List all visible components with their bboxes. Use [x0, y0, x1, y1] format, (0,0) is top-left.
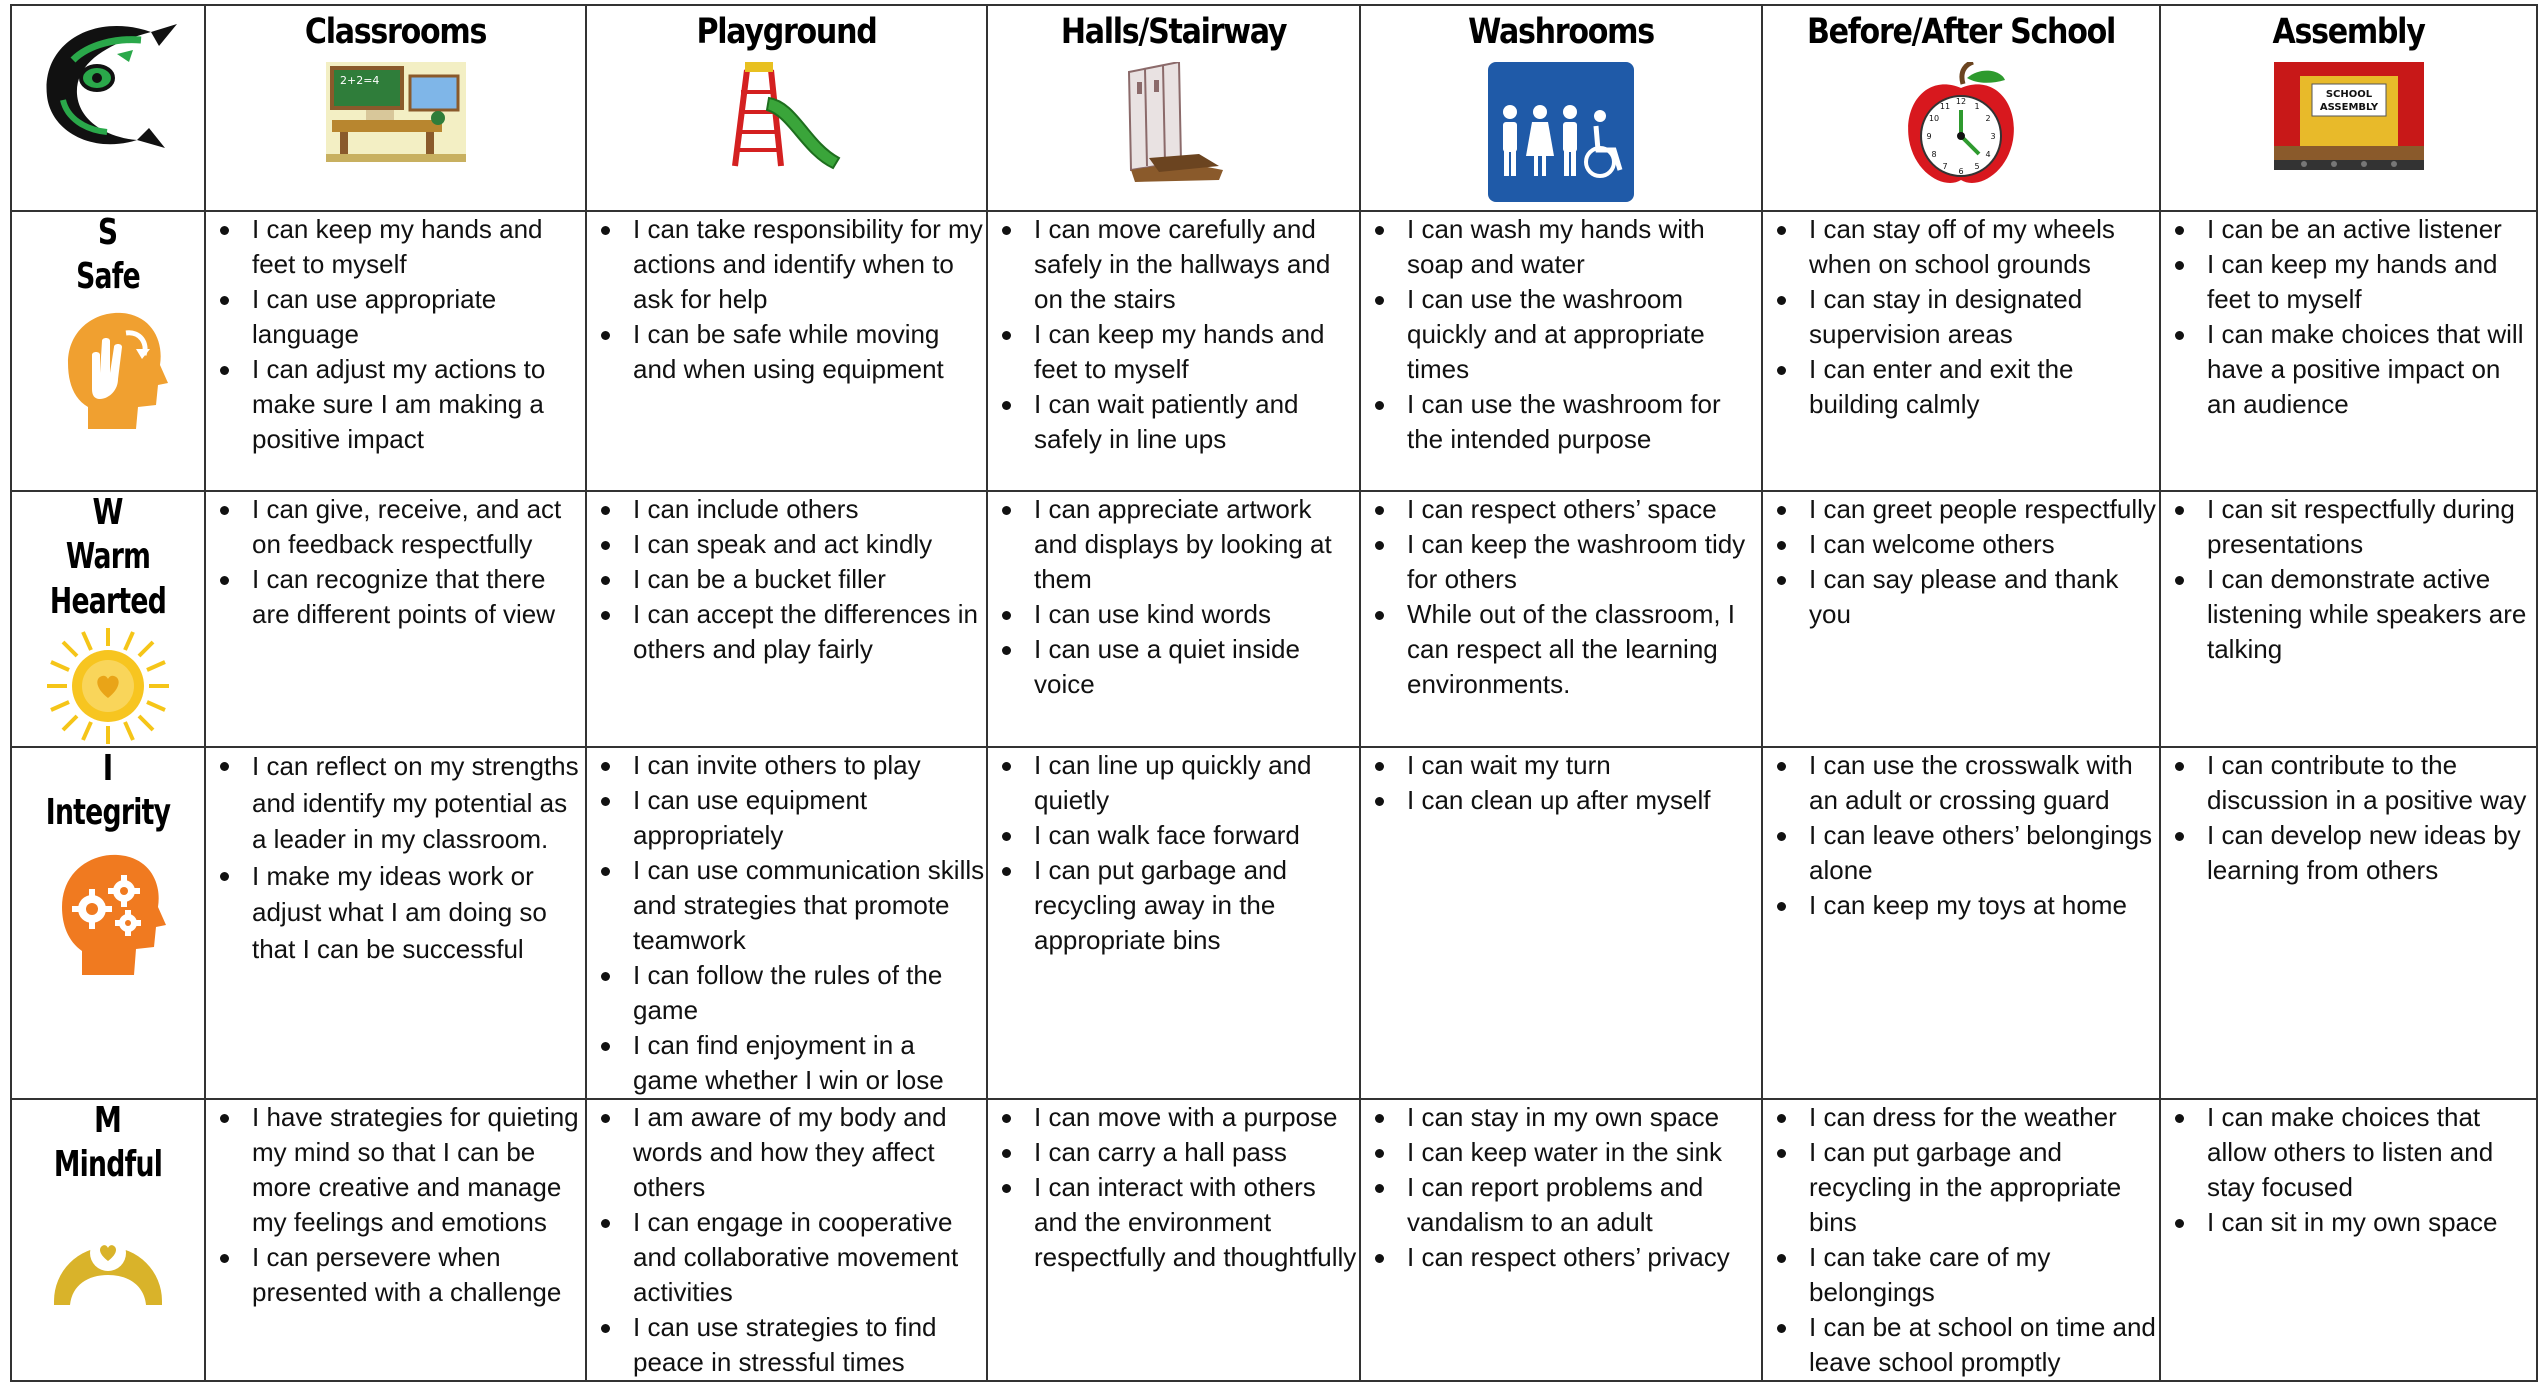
row-header-safe: [11, 211, 205, 491]
list-item: I can use the washroom for the intended purpose: [1361, 387, 1761, 457]
column-title: Halls/Stairway: [1060, 12, 1287, 52]
column-header-before-after-school: [1762, 5, 2160, 211]
clock-numeral: 3: [1990, 132, 1996, 141]
list-item: I can put garbage and recycling in the appropriate bins: [1763, 1135, 2159, 1240]
list-item: I can dress for the weather: [1763, 1100, 2159, 1135]
assembly-sign-line-1: SCHOOL: [2325, 89, 2372, 100]
cell-safe-before-after: [1762, 211, 2160, 491]
behaviour-list: [1763, 748, 2159, 923]
clock-numeral: 1: [1974, 102, 1980, 111]
cell-integrity-halls: [987, 747, 1360, 1099]
list-item: I can invite others to play: [587, 748, 986, 783]
sun-heart-icon: [43, 626, 173, 746]
list-item: I can keep water in the sink: [1361, 1135, 1761, 1170]
row-letter: W: [92, 492, 124, 533]
list-item: I can say please and thank you: [1763, 562, 2159, 632]
list-item: I can be safe while moving and when using equipment: [587, 317, 986, 387]
list-item: I can use the crosswalk with an adult or crossing guard: [1763, 748, 2159, 818]
cell-mindful-before-after: [1762, 1099, 2160, 1381]
behaviour-list: [1763, 1100, 2159, 1380]
behaviour-list: [2161, 492, 2536, 667]
list-item: I can carry a hall pass: [988, 1135, 1359, 1170]
classroom-desk-chalkboard-icon: [326, 62, 466, 162]
list-item: I can include others: [587, 492, 986, 527]
cell-warm-assembly: [2160, 491, 2537, 747]
list-item: I can use kind words: [988, 597, 1359, 632]
behaviour-list: [2161, 748, 2536, 888]
clock-numeral: 10: [1928, 114, 1940, 123]
matrix-row-mindful: [11, 1099, 2537, 1381]
column-header-assembly: [2160, 5, 2537, 211]
list-item: I can keep the washroom tidy for others: [1361, 527, 1761, 597]
cell-warm-classrooms: [205, 491, 586, 747]
row-word: Warm: [65, 536, 151, 577]
list-item: I can give, receive, and act on feedback respectfully: [206, 492, 585, 562]
cell-safe-classrooms: [205, 211, 586, 491]
row-letter: M: [94, 1100, 122, 1141]
list-item: I can enter and exit the building calmly: [1763, 352, 2159, 422]
clock-numeral: 9: [1926, 132, 1932, 141]
list-item: I can adjust my actions to make sure I am making a positive impact: [206, 352, 585, 457]
list-item: I can keep my hands and feet to myself: [206, 212, 585, 282]
washroom-sign-icon: [1488, 62, 1634, 202]
list-item: I can keep my hands and feet to myself: [988, 317, 1359, 387]
column-header-washrooms: [1360, 5, 1762, 211]
list-item: I can line up quickly and quietly: [988, 748, 1359, 818]
behaviour-list: [2161, 1100, 2536, 1240]
list-item: I can put garbage and recycling away in the appropriate bins: [988, 853, 1359, 958]
list-item: I can wash my hands with soap and water: [1361, 212, 1761, 282]
apple-clock-icon: [1901, 62, 2021, 192]
behaviour-list: [206, 492, 585, 632]
cell-mindful-halls: [987, 1099, 1360, 1381]
list-item: I can use a quiet inside voice: [988, 632, 1359, 702]
list-item: I can respect others’ privacy: [1361, 1240, 1761, 1275]
list-item: I can reflect on my strengths and identify my potential as a leader in my classroom.: [206, 748, 585, 858]
cell-warm-playground: [586, 491, 987, 747]
cell-safe-halls: [987, 211, 1360, 491]
head-hand-gesture-icon: [48, 307, 168, 429]
list-item: I can report problems and vandalism to an adult: [1361, 1170, 1761, 1240]
list-item: I can use the washroom quickly and at appropriate times: [1361, 282, 1761, 387]
list-item: I can sit in my own space: [2161, 1205, 2536, 1240]
list-item: I can take care of my belongings: [1763, 1240, 2159, 1310]
cell-integrity-before-after: [1762, 747, 2160, 1099]
cell-mindful-washrooms: [1360, 1099, 1762, 1381]
column-title: Playground: [696, 12, 877, 52]
clock-numeral: 7: [1942, 162, 1948, 171]
row-header-integrity: [11, 747, 205, 1099]
behaviour-list: [587, 748, 986, 1098]
cell-integrity-washrooms: [1360, 747, 1762, 1099]
list-item: I can welcome others: [1763, 527, 2159, 562]
cell-integrity-assembly: [2160, 747, 2537, 1099]
list-item: I can appreciate artwork and displays by looking at them: [988, 492, 1359, 597]
clock-numeral: 11: [1939, 102, 1951, 111]
list-item: I can wait my turn: [1361, 748, 1761, 783]
mindful-head-heart-icon: [48, 1205, 168, 1305]
behaviour-list: [206, 212, 585, 457]
list-item: I can speak and act kindly: [587, 527, 986, 562]
cell-mindful-classrooms: [205, 1099, 586, 1381]
list-item: I can recognize that there are different points of view: [206, 562, 585, 632]
list-item: I can move with a purpose: [988, 1100, 1359, 1135]
behaviour-list: [1763, 492, 2159, 632]
list-item: I can make choices that allow others to listen and stay focused: [2161, 1100, 2536, 1205]
list-item: I am aware of my body and words and how they affect others: [587, 1100, 986, 1205]
playground-slide-icon: [727, 62, 847, 172]
cell-warm-before-after: [1762, 491, 2160, 747]
column-title: Washrooms: [1468, 12, 1654, 52]
behaviour-list: [587, 492, 986, 667]
head-gears-icon: [48, 849, 168, 975]
behaviour-list: [206, 748, 585, 967]
column-header-halls: [987, 5, 1360, 211]
list-item: I can sit respectfully during presentations: [2161, 492, 2536, 562]
cell-safe-washrooms: [1360, 211, 1762, 491]
clock-numeral: 5: [1974, 162, 1980, 171]
list-item: I can use appropriate language: [206, 282, 585, 352]
behaviour-list: [988, 748, 1359, 958]
list-item: I can walk face forward: [988, 818, 1359, 853]
chalkboard-text: 2+2=4: [339, 74, 379, 87]
row-letter: I: [102, 748, 114, 789]
row-header-warm-hearted: [11, 491, 205, 747]
list-item: I can demonstrate active listening while speakers are talking: [2161, 562, 2536, 667]
stage-assembly-icon: [2274, 62, 2424, 172]
column-header-classrooms: [205, 5, 586, 211]
list-item: I can accept the differences in others and play fairly: [587, 597, 986, 667]
lockers-hallway-icon: [1119, 62, 1229, 182]
header-row: [11, 5, 2537, 211]
list-item: I can keep my toys at home: [1763, 888, 2159, 923]
corner-logo-cell: [11, 5, 205, 211]
row-word: Mindful: [53, 1144, 163, 1185]
behaviour-list: [988, 1100, 1359, 1275]
list-item: I can keep my hands and feet to myself: [2161, 247, 2536, 317]
behaviour-list: [988, 212, 1359, 457]
list-item: I can respect others’ space: [1361, 492, 1761, 527]
behaviour-list: [587, 1100, 986, 1380]
list-item: I can move carefully and safely in the hallways and on the stairs: [988, 212, 1359, 317]
list-item: I can greet people respectfully: [1763, 492, 2159, 527]
cell-mindful-playground: [586, 1099, 987, 1381]
clock-numeral: 6: [1958, 167, 1964, 176]
row-letter: S: [97, 212, 119, 253]
behaviour-list: [2161, 212, 2536, 422]
behaviour-list: [988, 492, 1359, 702]
column-title: Assembly: [2272, 12, 2425, 52]
cell-warm-halls: [987, 491, 1360, 747]
list-item: I can make choices that will have a positive impact on an audience: [2161, 317, 2536, 422]
list-item: I can use communication skills and strategies that promote teamwork: [587, 853, 986, 958]
list-item: I can persevere when presented with a challenge: [206, 1240, 585, 1310]
list-item: I have strategies for quieting my mind so that I can be more creative and manage my feelings and emotions: [206, 1100, 585, 1240]
behaviour-list: [1763, 212, 2159, 422]
behaviour-list: [1361, 212, 1761, 457]
matrix-row-safe: [11, 211, 2537, 491]
cell-integrity-playground: [586, 747, 987, 1099]
behaviour-list: [587, 212, 986, 387]
assembly-sign-line-2: ASSEMBLY: [2319, 102, 2378, 113]
row-word: Integrity: [45, 792, 171, 833]
cell-integrity-classrooms: [205, 747, 586, 1099]
matrix-row-integrity: [11, 747, 2537, 1099]
clock-numeral: 2: [1985, 114, 1991, 123]
matrix-row-warm-hearted: [11, 491, 2537, 747]
column-header-playground: [586, 5, 987, 211]
clock-numeral: 8: [1931, 150, 1937, 159]
list-item: I make my ideas work or adjust what I am doing so that I can be successful: [206, 858, 585, 968]
column-title: Before/After School: [1806, 12, 2116, 52]
row-header-mindful: [11, 1099, 205, 1381]
list-item: While out of the classroom, I can respect all the learning environments.: [1361, 597, 1761, 702]
column-title: Classrooms: [304, 12, 487, 52]
list-item: I can be an active listener: [2161, 212, 2536, 247]
list-item: I can be a bucket filler: [587, 562, 986, 597]
list-item: I can engage in cooperative and collaborative movement activities: [587, 1205, 986, 1310]
behaviour-matrix-table: [10, 4, 2538, 1382]
list-item: I can develop new ideas by learning from others: [2161, 818, 2536, 888]
list-item: I can stay in designated supervision areas: [1763, 282, 2159, 352]
list-item: I can find enjoyment in a game whether I win or lose: [587, 1028, 986, 1098]
behaviour-list: [1361, 1100, 1761, 1275]
behaviour-list: [1361, 492, 1761, 702]
list-item: I can stay off of my wheels when on school grounds: [1763, 212, 2159, 282]
list-item: I can use strategies to find peace in stressful times: [587, 1310, 986, 1380]
cell-safe-assembly: [2160, 211, 2537, 491]
cell-warm-washrooms: [1360, 491, 1762, 747]
cell-mindful-assembly: [2160, 1099, 2537, 1381]
list-item: I can follow the rules of the game: [587, 958, 986, 1028]
cell-safe-playground: [586, 211, 987, 491]
list-item: I can contribute to the discussion in a positive way: [2161, 748, 2536, 818]
behaviour-list: [206, 1100, 585, 1310]
row-word: Hearted: [49, 581, 167, 622]
list-item: I can leave others’ belongings alone: [1763, 818, 2159, 888]
list-item: I can be at school on time and leave school promptly: [1763, 1310, 2159, 1380]
list-item: I can take responsibility for my actions and identify when to ask for help: [587, 212, 986, 317]
list-item: I can clean up after myself: [1361, 783, 1761, 818]
clock-numeral: 12: [1955, 97, 1967, 106]
list-item: I can stay in my own space: [1361, 1100, 1761, 1135]
list-item: I can use equipment appropriately: [587, 783, 986, 853]
behaviour-list: [1361, 748, 1761, 818]
row-word: Safe: [76, 256, 140, 297]
salmon-formline-logo: [33, 14, 183, 154]
clock-numeral: 4: [1985, 150, 1991, 159]
list-item: I can interact with others and the environment respectfully and thoughtfully: [988, 1170, 1359, 1275]
list-item: I can wait patiently and safely in line ups: [988, 387, 1359, 457]
